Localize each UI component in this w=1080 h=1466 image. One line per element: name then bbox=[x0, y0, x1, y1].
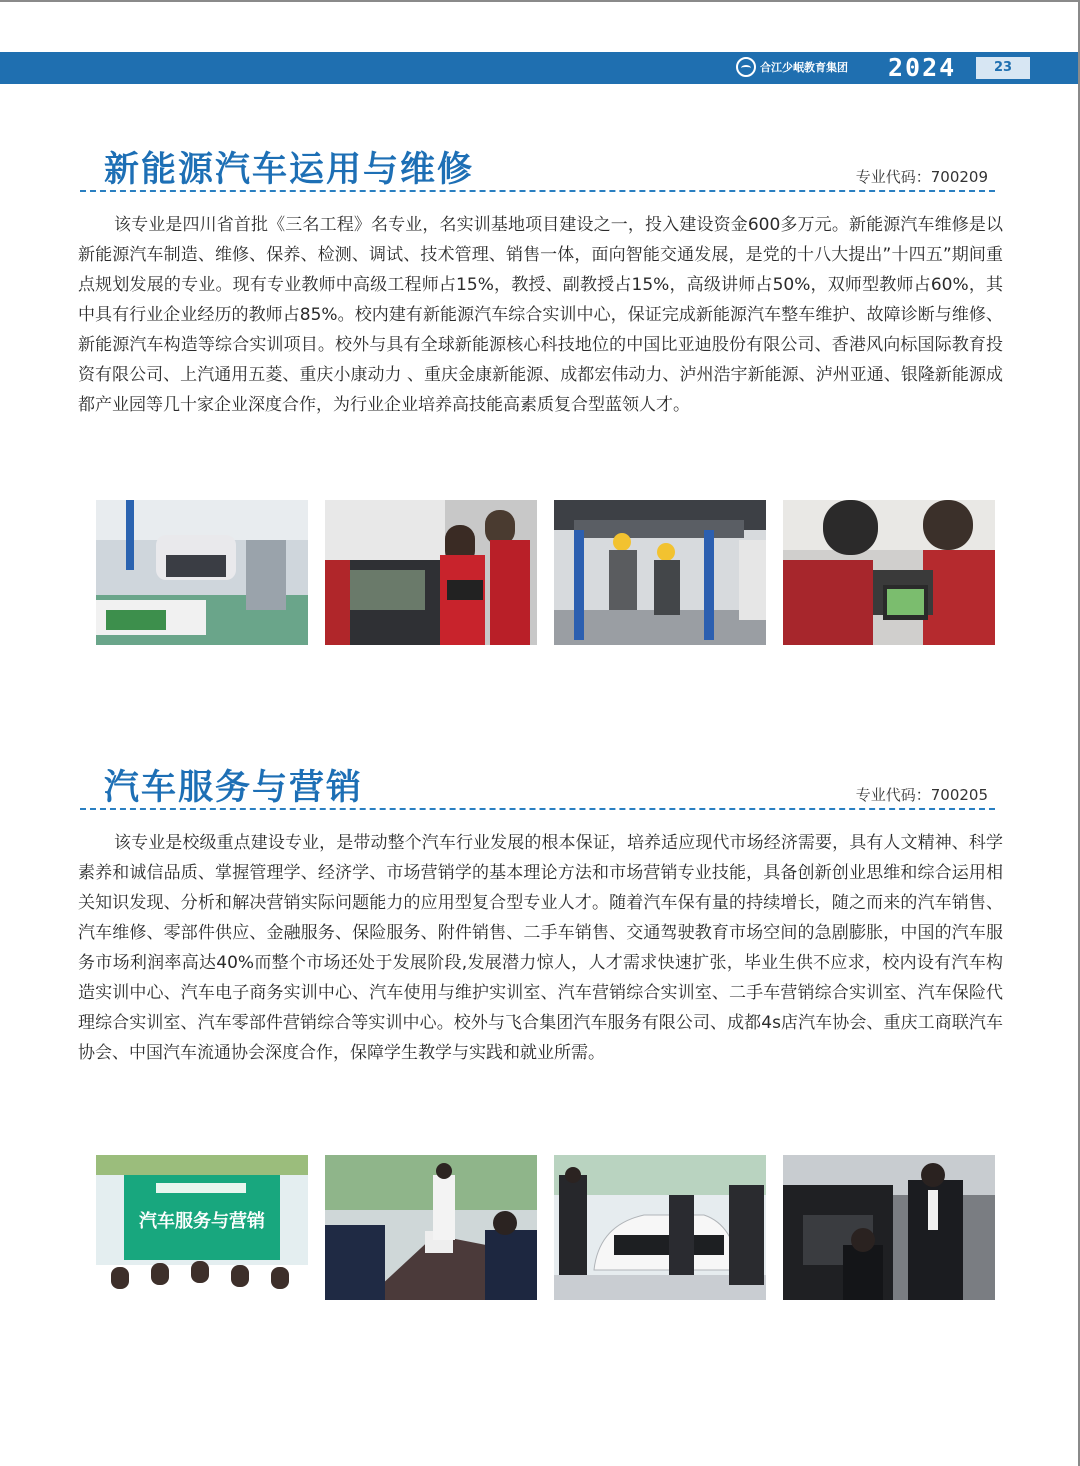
header-band bbox=[0, 52, 1078, 84]
auto-service-classroom-photo bbox=[96, 1155, 308, 1300]
car-interior-demo-photo bbox=[783, 1155, 995, 1300]
org-name: 合江少岷教育集团 bbox=[760, 61, 848, 74]
year-label: 2024 bbox=[888, 53, 957, 82]
photo-row-ev bbox=[96, 500, 996, 645]
ev-training-workshop-photo bbox=[96, 500, 308, 645]
org-logo bbox=[736, 57, 848, 77]
showroom-white-car-photo bbox=[554, 1155, 766, 1300]
section-title-service: 汽车服务与营销 bbox=[104, 768, 364, 808]
section-paragraph-ev: 该专业是四川省首批《三名工程》名专业，名实训基地项目建设之一，投入建设资金600多万元。新能源汽车维修是以新能源汽车制造、维修、保养、检测、调试、技术管理、销售一体，面向智能交通发展，是党的十八大提出”十四五”期间重点规划发展的专业。现有专业教师中高级工程师占15%，教授、副教授占15%，高级讲师占50%，双师型教师占60%，其中具有行业企业经历的教师占85%。校内建有新能源汽车综合实训中心，保证完成新能源汽车整车维护、故障诊断与维修、新能源汽车构造等综合实训项目。校外与具有全球新能源核心科技地位的中国比亚迪股份有限公司、香港风向标国际教育投资有限公司、上汽通用五菱、重庆小康动力 、重庆金康新能源、成都宏伟动力、泸州浩宇新能源、泸州亚通、银隆新能源成都产业园等几十家企业深度合作，为行业企业培养高技能高素质复合型蓝领人才。 bbox=[78, 215, 1003, 415]
title-divider bbox=[80, 190, 995, 192]
major-code-ev: 专业代码：700209 bbox=[855, 168, 988, 186]
sales-meeting-photo bbox=[325, 1155, 537, 1300]
page-number: 23 bbox=[976, 57, 1030, 79]
section-paragraph-service: 该专业是校级重点建设专业，是带动整个汽车行业发展的根本保证，培养适应现代市场经济需要，具有人文精神、科学素养和诚信品质、掌握管理学、经济学、市场营销学的基本理论方法和市场营销专业技能，具备创新创业思维和综合运用相关知识发现、分析和解决营销实际问题能力的应用型复合型专业人才。随着汽车保有量的持续增长，随之而来的汽车销售、汽车维修、零部件供应、金融服务、保险服务、附件销售、二手车销售、交通驾驶教育市场空间的急剧膨胀，中国的汽车服务市场利润率高达40%而整个市场还处于发展阶段,发展潜力惊人，人才需求快速扩张，毕业生供不应求，校内设有汽车构造实训中心、汽车电子商务实训中心、汽车使用与维护实训室、汽车营销综合实训室、二手车营销综合实训室、汽车保险代理综合实训室、汽车零部件营销综合等实训中心。校外与飞合集团汽车服务有限公司、成都4s店汽车协会、重庆工商联汽车协会、中国汽车流通协会深度合作，保障学生教学与实践和就业所需。 bbox=[78, 833, 1003, 1063]
title-divider bbox=[80, 808, 995, 810]
major-code-service: 专业代码：700205 bbox=[855, 786, 988, 804]
page-top-border bbox=[0, 0, 1080, 2]
section-title-ev: 新能源汽车运用与维修 bbox=[104, 150, 475, 190]
photo-row-service bbox=[96, 1155, 996, 1300]
photo-wall-text: 汽车服务与营销 bbox=[139, 1211, 265, 1232]
org-logo-icon bbox=[736, 57, 756, 77]
diagnostic-tablet-photo bbox=[783, 500, 995, 645]
students-repairing-ev-engine-photo bbox=[325, 500, 537, 645]
vehicle-lift-inspection-photo bbox=[554, 500, 766, 645]
